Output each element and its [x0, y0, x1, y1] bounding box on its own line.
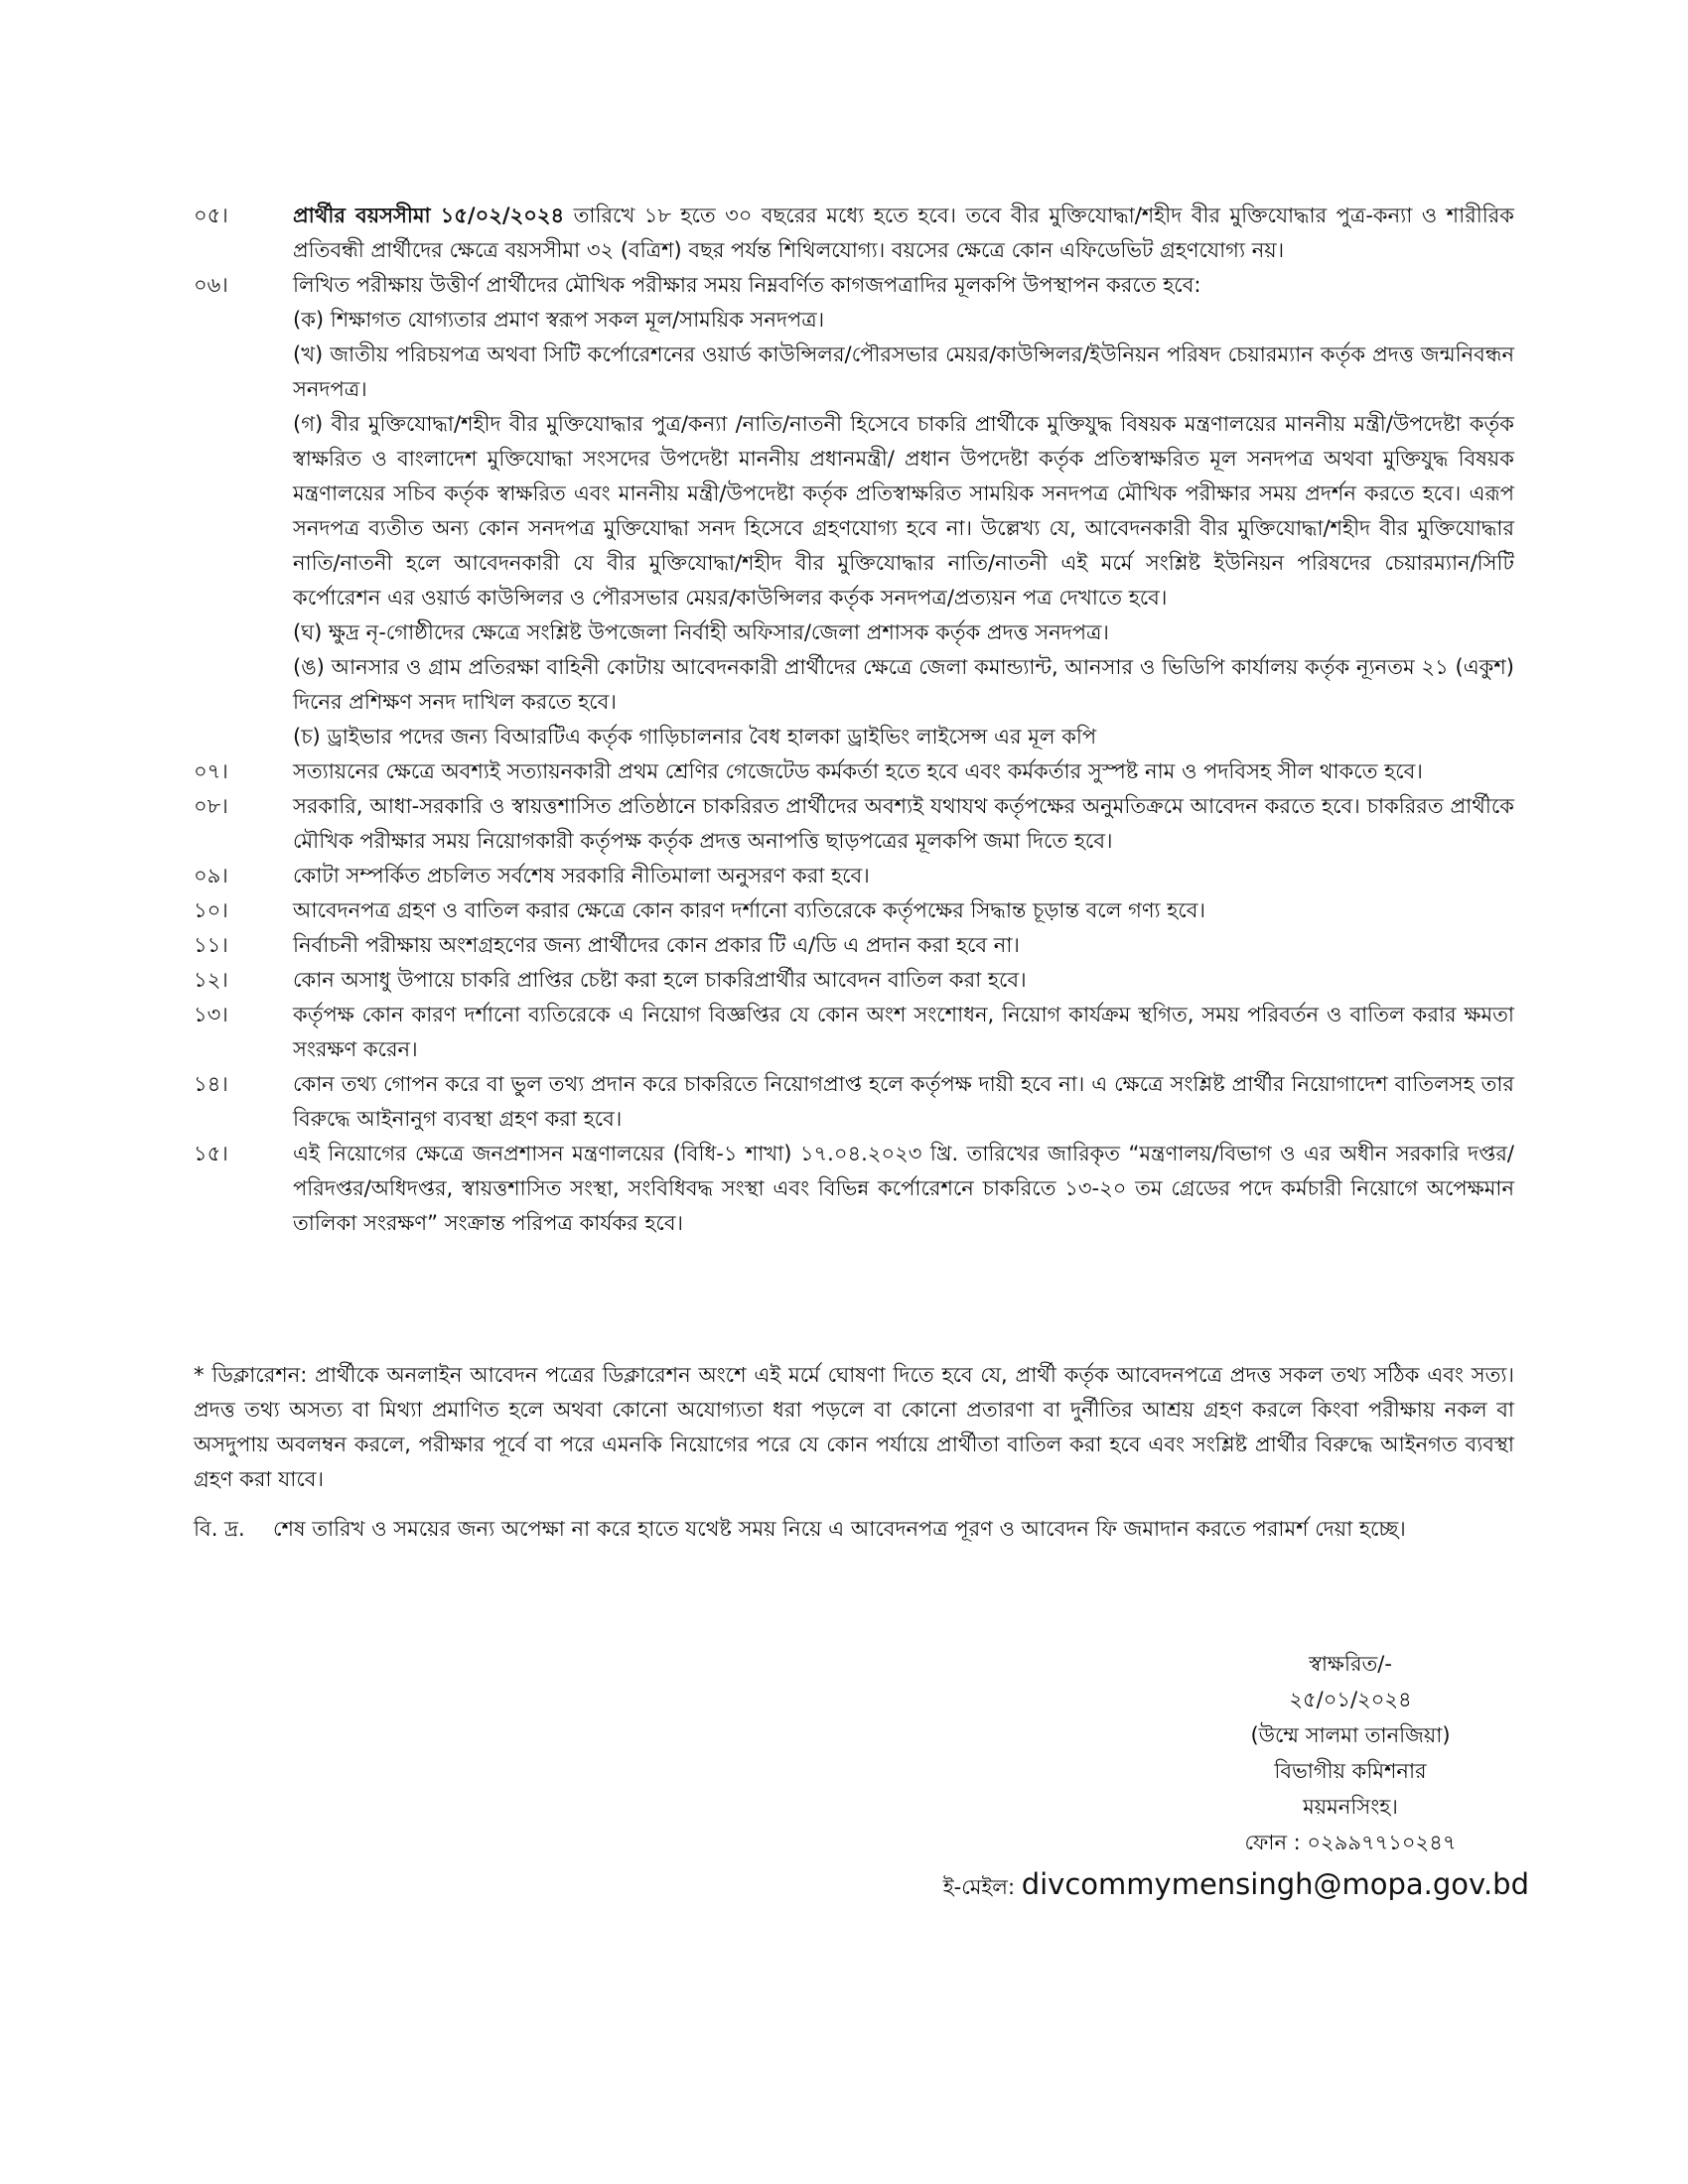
list-item [194, 199, 1514, 268]
signatory-name: (উম্মে সালমা তানজিয়া) [1250, 1723, 1451, 1747]
item-number: ১৪। [194, 1072, 228, 1096]
item-body: কোন তথ্য গোপন করে বা ভুল তথ্য প্রদান করে চাকরিতে নিয়োগপ্রাপ্ত হলে কর্তৃপক্ষ দায়ী হবে না। এ ক্ষেত্রে সংশ্লিষ্ট প্রার্থীর নিয়োগাদেশ বাতিলসহ তার বিরুদ্ধে আইনানুগ ব্যবস্থা গ্রহণ করা হবে। [293, 1072, 1514, 1131]
item-body: এই নিয়োগের ক্ষেত্রে জনপ্রশাসন মন্ত্রণালয়ের (বিধি-১ শাখা) ১৭.০৪.২০২৩ খ্রি. তারিখের জারিকৃত “মন্ত্রণালয়/বিভাগ ও এর অধীন সরকারি দপ্তর/পরিদপ্তর/অধিদপ্তর, স্বায়ত্তশাসিত সংস্থা, সংবিধিবদ্ধ সংস্থা এবং বিভিন্ন কর্পোরেশনে চাকরিতে ১৩-২০ তম গ্রেডের পদে কর্মচারী নিয়োগে অপেক্ষমান তালিকা সংরক্ষণ” সংক্রান্ত পরিপত্র কার্যকর হবে। [293, 1142, 1514, 1235]
signature-date: ২৫/০১/২০২৪ [1289, 1688, 1412, 1711]
signed-text: স্বাক্ষরিত/- [1309, 1652, 1392, 1676]
sub-item: (চ) ড্রাইভার পদের জন্য বিআরটিএ কর্তৃক গাড়িচালনার বৈধ হালকা ড্রাইভিং লাইসেন্স এর মূল কপি [293, 725, 1097, 749]
signatory-place: ময়মনসিংহ। [1303, 1795, 1398, 1819]
age-limit-heading: প্রার্থীর বয়সসীমা ১৫/০২/২০২৪ [293, 204, 565, 227]
item-number: ০৭। [194, 759, 228, 783]
list-item [194, 754, 1514, 789]
email-label: ই-মেইল: [942, 1875, 1016, 1899]
email-address: divcommymensingh@mopa.gov.bd [1021, 1867, 1529, 1901]
sub-item: (গ) বীর মুক্তিযোদ্ধা/শহীদ বীর মুক্তিযোদ্ধার পুত্র/কন্যা /নাতি/নাতনী হিসেবে চাকরি প্রার্থীকে মুক্তিযুদ্ধ বিষয়ক মন্ত্রণালয়ের মাননীয় মন্ত্রী/উপদেষ্টা কর্তৃক স্বাক্ষরিত ও বাংলাদেশ মুক্তিযোদ্ধা সংসদের উপদেষ্টা মাননীয় প্রধানমন্ত্রী/ প্রধান উপদেষ্টা কর্তৃক প্রতিস্বাক্ষরিত মূল সনদপত্র অথবা মুক্তিযুদ্ধ বিষয়ক মন্ত্রণালয়ের সচিব কর্তৃক স্বাক্ষরিত এবং মাননীয় মন্ত্রী/উপদেষ্টা কর্তৃক প্রতিস্বাক্ষরিত সাময়িক সনদপত্র মৌখিক পরীক্ষার সময় প্রদর্শন করতে হবে। এরূপ সনদপত্র ব্যতীত অন্য কোন সনদপত্র মুক্তিযোদ্ধা সনদ হিসেবে গ্রহণযোগ্য হবে না। উল্লেখ্য যে, আবেদনকারী বীর মুক্তিযোদ্ধা/শহীদ বীর মুক্তিযোদ্ধার নাতি/নাতনী হলে আবেদনকারী যে বীর মুক্তিযোদ্ধা/শহীদ বীর মুক্তিযোদ্ধার নাতি/নাতনী এই মর্মে সংশ্লিষ্ট ইউনিয়ন পরিষদের চেয়ারম্যান/সিটি কর্পোরেশন এর ওয়ার্ড কাউন্সিলর ও পৌরসভার মেয়র/কাউন্সিলর কর্তৃক সনদপত্র/প্রত্যয়ন পত্র দেখাতে হবে। [293, 412, 1514, 610]
signatory-designation: বিভাগীয় কমিশনার [1274, 1759, 1427, 1783]
list-item [194, 1137, 1514, 1241]
item-number: ১৫। [194, 1142, 228, 1165]
list-item [194, 963, 1514, 998]
item-body [293, 268, 1514, 754]
list-item [194, 998, 1514, 1067]
signature-block [874, 1646, 1529, 1905]
list-item [194, 893, 1514, 928]
sub-item: (খ) জাতীয় পরিচয়পত্র অথবা সিটি কর্পোরেশনের ওয়ার্ড কাউন্সিলর/পৌরসভার মেয়র/কাউন্সিলর/ইউনিয়ন পরিষদ চেয়ারম্যান কর্তৃক প্রদত্ত জন্মনিবন্ধন সনদপত্র। [293, 342, 1514, 401]
item-body: কর্তৃপক্ষ কোন কারণ দর্শানো ব্যতিরেকে এ নিয়োগ বিজ্ঞপ্তির যে কোন অংশ সংশোধন, নিয়োগ কার্যক্রম স্থগিত, সময় পরিবর্তন ও বাতিল করার ক্ষমতা সংরক্ষণ করেন। [293, 1003, 1514, 1061]
sub-item: (ঙ) আনসার ও গ্রাম প্রতিরক্ষা বাহিনী কোটায় আবেদনকারী প্রার্থীদের ক্ষেত্রে জেলা কমান্ড্যান্ট, আনসার ও ভিডিপি কার্যালয় কর্তৃক ন্যূনতম ২১ (একুশ) দিনের প্রশিক্ষণ সনদ দাখিল করতে হবে। [293, 655, 1514, 714]
item-number: ০৮। [194, 794, 228, 818]
signatory-email-line [874, 1866, 1529, 1905]
conditions-list [194, 199, 1514, 1241]
item-number: ০৫। [194, 204, 228, 227]
list-item [194, 928, 1514, 963]
item-number: ০৬। [194, 273, 228, 297]
item-text: লিখিত পরীক্ষায় উত্তীর্ণ প্রার্থীদের মৌখিক পরীক্ষার সময় নিম্নবর্ণিত কাগজপত্রাদির মূলকপি উপস্থাপন করতে হবে: [293, 273, 1201, 297]
list-item [194, 859, 1514, 893]
item-body: কোন অসাধু উপায়ে চাকরি প্রাপ্তির চেষ্টা করা হলে চাকরিপ্রার্থীর আবেদন বাতিল করা হবে। [293, 968, 1027, 992]
declaration-paragraph: * ডিক্লারেশন: প্রার্থীকে অনলাইন আবেদন পত্রের ডিক্লারেশন অংশে এই মর্মে ঘোষণা দিতে হবে যে, প্রার্থী কর্তৃক আবেদনপত্রে প্রদত্ত সকল তথ্য সঠিক এবং সত্য। প্রদত্ত তথ্য অসত্য বা মিথ্যা প্রমাণিত হলে অথবা কোনো অযোগ্যতা ধরা পড়লে বা কোনো প্রতারণা বা দুর্নীতির আশ্রয় গ্রহণ করলে কিংবা পরীক্ষায় নকল বা অসদুপায় অবলম্বন করলে, পরীক্ষার পূর্বে বা পরে এমনকি নিয়োগের পরে যে কোন পর্যায়ে প্রার্থীতা বাতিল করা হবে এবং সংশ্লিষ্ট প্রার্থীর বিরুদ্ধে আইনগত ব্যবস্থা গ্রহণ করা যাবে। [194, 1363, 1514, 1491]
item-text: তারিখে ১৮ হতে ৩০ বছরের মধ্যে হতে হবে। তবে বীর মুক্তিযোদ্ধা/শহীদ বীর মুক্তিযোদ্ধার পুত্র-কন্যা ও শারীরিক প্রতিবন্ধী প্রার্থীদের ক্ষেত্রে বয়সসীমা ৩২ (বত্রিশ) বছর পর্যন্ত শিথিলযোগ্য। বয়সের ক্ষেত্রে কোন এফিডেভিট গ্রহণযোগ্য নয়। [293, 204, 1515, 262]
item-body [293, 199, 1514, 268]
item-body: সত্যায়নের ক্ষেত্রে অবশ্যই সত্যায়নকারী প্রথম শ্রেণির গেজেটেড কর্মকর্তা হতে হবে এবং কর্মকর্তার সুস্পষ্ট নাম ও পদবিসহ সীল থাকতে হবে। [293, 759, 1423, 783]
item-body: আবেদনপত্র গ্রহণ ও বাতিল করার ক্ষেত্রে কোন কারণ দর্শানো ব্যতিরেকে কর্তৃপক্ষের সিদ্ধান্ত চূড়ান্ত বলে গণ্য হবে। [293, 898, 1205, 922]
note-paragraph [194, 1512, 1514, 1547]
list-item [194, 268, 1514, 754]
sub-item: (ক) শিক্ষাগত যোগ্যতার প্রমাণ স্বরূপ সকল মূল/সাময়িক সনদপত্র। [293, 308, 825, 332]
item-number: ১০। [194, 898, 228, 922]
item-body: কোটা সম্পর্কিত প্রচলিত সর্বশেষ সরকারি নীতিমালা অনুসরণ করা হবে। [293, 864, 870, 887]
signatory-phone: ফোন : ০২৯৯৭৭১০২৪৭ [1244, 1831, 1457, 1854]
item-number: ১২। [194, 968, 228, 992]
note-text: শেষ তারিখ ও সময়ের জন্য অপেক্ষা না করে হাতে যথেষ্ট সময় নিয়ে এ আবেদনপত্র পূরণ ও আবেদন ফি জমাদান করতে পরামর্শ দেয়া হচ্ছে। [273, 1517, 1406, 1541]
item-number: ০৯। [194, 864, 228, 887]
item-body: নির্বাচনী পরীক্ষায় অংশগ্রহণের জন্য প্রার্থীদের কোন প্রকার টি এ/ডি এ প্রদান করা হবে না। [293, 933, 1020, 957]
item-body: সরকারি, আধা-সরকারি ও স্বায়ত্তশাসিত প্রতিষ্ঠানে চাকরিরত প্রার্থীদের অবশ্যই যথাযথ কর্তৃপক্ষের অনুমতিক্রমে আবেদন করতে হবে। চাকরিরত প্রার্থীকে মৌখিক পরীক্ষার সময় নিয়োগকারী কর্তৃপক্ষ কর্তৃক প্রদত্ত অনাপত্তি ছাড়পত্রের মূলকপি জমা দিতে হবে। [293, 794, 1514, 853]
sub-item: (ঘ) ক্ষুদ্র নৃ-গোষ্ঠীদের ক্ষেত্রে সংশ্লিষ্ট উপজেলা নির্বাহী অফিসার/জেলা প্রশাসক কর্তৃক প্রদত্ত সনদপত্র। [293, 620, 1109, 644]
note-label: বি. দ্র. [194, 1517, 245, 1541]
item-number: ১১। [194, 933, 228, 957]
item-number: ১৩। [194, 1003, 228, 1026]
list-item [194, 1067, 1514, 1137]
list-item [194, 789, 1514, 859]
